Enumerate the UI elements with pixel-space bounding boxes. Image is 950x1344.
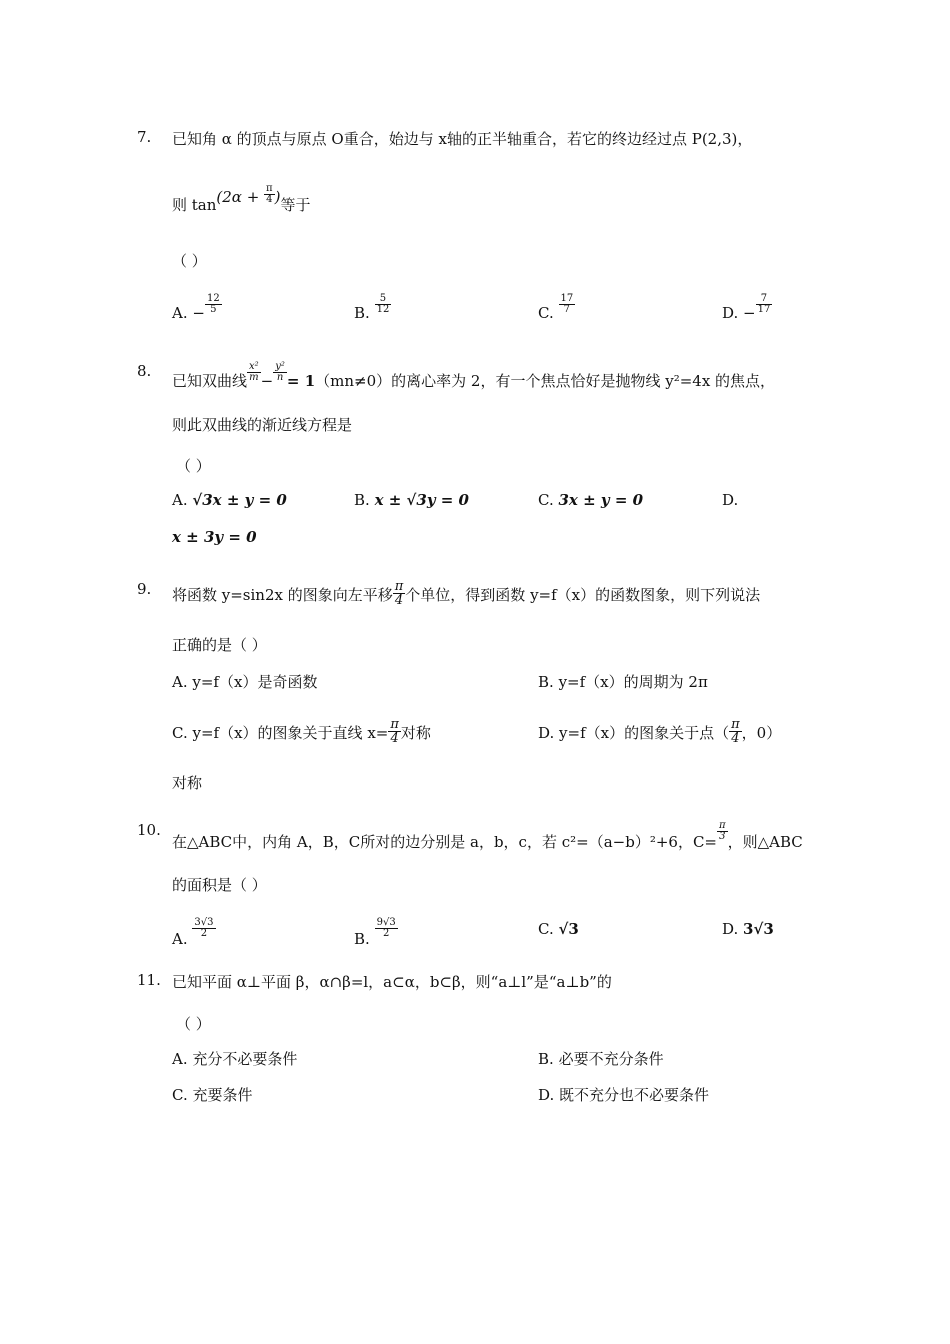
q9-option-c: C. y=f（x）的图象关于直线 x= $\frac{\pi}{4}$ 对称 xyxy=(172,717,431,746)
q7-expr-frac: $\frac{\pi}{4}$ xyxy=(266,183,273,205)
q7-answer-paren: （ ） xyxy=(172,252,207,270)
q7-expr-close: ) xyxy=(274,188,281,206)
q9-line1: 将函数 y=sin2x 的图象向左平移 $\frac{\pi}{4}$ 个单位，得到函数 y=f（x）的函数图象，则下列说法 xyxy=(172,579,761,608)
q8-option-d: x ± 3y = 0 xyxy=(172,528,257,546)
q11-number: 11. xyxy=(137,971,161,989)
q10-option-b: B. $\frac{9√3}{2}$ xyxy=(354,917,396,948)
q10-option-c: C. √3 xyxy=(538,920,579,938)
q9-frac: $\frac{\pi}{4}$ xyxy=(394,579,404,608)
q9-line2: 正确的是（ ） xyxy=(172,636,267,654)
q8-answer-paren: （ ） xyxy=(176,457,211,475)
q8-frac-y: $\frac{\text{y²}}{n}$ xyxy=(275,361,285,383)
q11-option-d: D. 既不充分也不必要条件 xyxy=(538,1086,710,1104)
q9-option-d-cont: 对称 xyxy=(172,774,203,792)
q9-option-d: D. y=f（x）的图象关于点（ $\frac{\pi}{4}$ ，0） xyxy=(538,717,782,746)
q8-option-d-label: D. xyxy=(722,491,739,509)
q7-expr-open: (2α + xyxy=(216,188,265,206)
q7-line2-pre: 则 tan xyxy=(172,196,217,214)
q10-line1: 在△ABC中，内角 A，B，C所对的边分别是 a，b，c，若 c²=（a−b）²+6，C= $\frac{\pi}{3}$ ，则△ABC xyxy=(172,820,803,851)
q7-line1: 已知角 α 的顶点与原点 O重合，始边与 x轴的正半轴重合，若它的终边经过点 P(2,3)， xyxy=(172,130,753,148)
q8-option-b: B. x ± √3y = 0 xyxy=(354,491,469,509)
q11-option-a: A. 充分不必要条件 xyxy=(172,1050,298,1068)
q9-option-b: B. y=f（x）的周期为 2π xyxy=(538,673,708,691)
q7-option-c: C. $\frac{17}{7}$ xyxy=(538,293,574,322)
q9-option-a: A. y=f（x）是奇函数 xyxy=(172,673,318,691)
q7-option-a: A. − $\frac{12}{5}$ xyxy=(172,293,220,322)
q10-option-d: D. 3√3 xyxy=(722,920,774,938)
q11-option-c: C. 充要条件 xyxy=(172,1086,253,1104)
q9-number: 9. xyxy=(137,580,152,598)
q10-option-a: A. $\frac{3√3}{2}$ xyxy=(172,917,214,948)
q7-option-d: D. − $\frac{7}{17}$ xyxy=(722,293,771,322)
q8-option-c: C. 3x ± y = 0 xyxy=(538,491,644,509)
q11-option-b: B. 必要不充分条件 xyxy=(538,1050,664,1068)
q8-frac-x: $\frac{\text{x²}}{m}$ xyxy=(249,361,259,383)
q8-line1: 已知双曲线 $\frac{\text{x²}}{m}$ − $\frac{\text{y²}}{n}$ = 1（mn≠0）的离心率为 2，有一个焦点恰好是抛物线 y²=4x 的焦点， xyxy=(172,361,776,390)
q7-option-b: B. $\frac{5}{12}$ xyxy=(354,293,390,322)
q8-option-a: A. √3x ± y = 0 xyxy=(172,491,287,509)
q11-answer-paren: （ ） xyxy=(176,1015,211,1033)
q10-number: 10. xyxy=(137,821,161,839)
q10-line2: 的面积是（ ） xyxy=(172,876,267,894)
q7-line2-post: 等于 xyxy=(280,196,311,214)
q11-line1: 已知平面 α⊥平面 β，α∩β=l，a⊂α，b⊂β，则“a⊥l”是“a⊥b”的 xyxy=(172,973,612,991)
q7-number: 7. xyxy=(137,128,152,146)
q10-frac: $\frac{\pi}{3}$ xyxy=(719,820,726,842)
q7-line2 xyxy=(172,184,311,215)
q8-line2: 则此双曲线的渐近线方程是 xyxy=(172,416,353,434)
q8-number: 8. xyxy=(137,362,152,380)
